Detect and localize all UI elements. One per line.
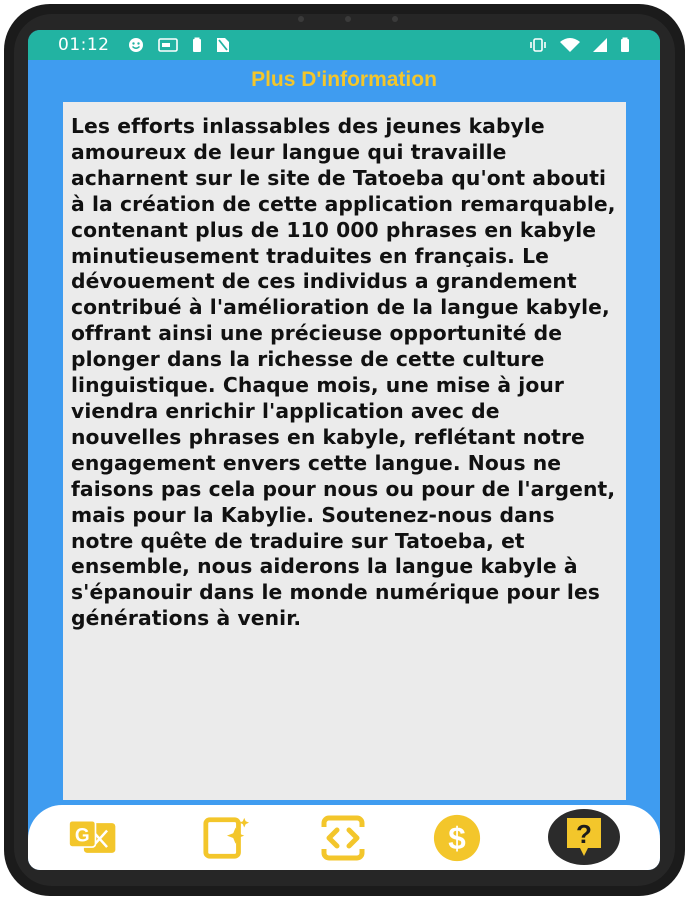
status-time: 01:12 [58,35,110,55]
vibrate-icon [528,37,548,53]
battery-saver-icon [192,37,202,53]
smiley-notification-icon [128,37,144,53]
status-bar [28,30,660,60]
status-icons-left [128,37,230,53]
nav-info-button[interactable] [548,809,620,865]
nav-donate-button[interactable] [433,814,481,862]
dollar-icon [433,812,481,864]
sparkle-card-icon [202,815,250,861]
svg-text:?: ? [576,819,592,849]
nav-code-button[interactable] [319,814,367,862]
signal-icon [592,37,608,53]
svg-text:G: G [74,825,90,847]
status-icons-right [528,37,630,53]
info-panel [63,102,626,800]
code-brackets-icon [321,815,365,861]
front-camera [298,14,398,24]
info-paragraph: Les efforts inlassables des jeunes kabyle amoureux de leur langue qui travaille acharnent sur le site de Tatoeba qu'ont abouti à la création de cette application remarquable, contenant plus de 110 000 phrases en kabyle minutieusement traduites en français. Le dévouement de ces individus a grandement contribué à l'amélioration de la langue kabyle, offrant ainsi une précieuse opportunité de plonger dans la richesse de cette culture linguistique. Chaque mois, une mise à jour viendra enrichir l'application avec de nouvelles phrases en kabyle, reflétant notre engagement envers cette langue. Nous ne faisons pas cela pour nous ou pour de l'argent, mais pour la Kabylie. Soutenez-nous dans notre quête de traduire sur Tatoeba, et ensemble, nous aiderons la langue kabyle à s'épanouir dans le monde numérique pour les générations à venir. [71,114,616,631]
translate-icon [69,817,117,859]
wifi-icon [560,37,580,53]
bottom-navigation [28,805,660,870]
app-bar [28,60,660,100]
svg-text:$: $ [448,821,466,857]
battery-icon [620,37,630,53]
no-sim-icon [216,37,230,53]
cast-icon [158,37,178,53]
page-title: Plus D'information [251,68,437,91]
nav-translate-button[interactable] [69,814,117,862]
nav-cards-button[interactable] [202,814,250,862]
question-icon [564,816,604,858]
app-screen [28,30,660,870]
